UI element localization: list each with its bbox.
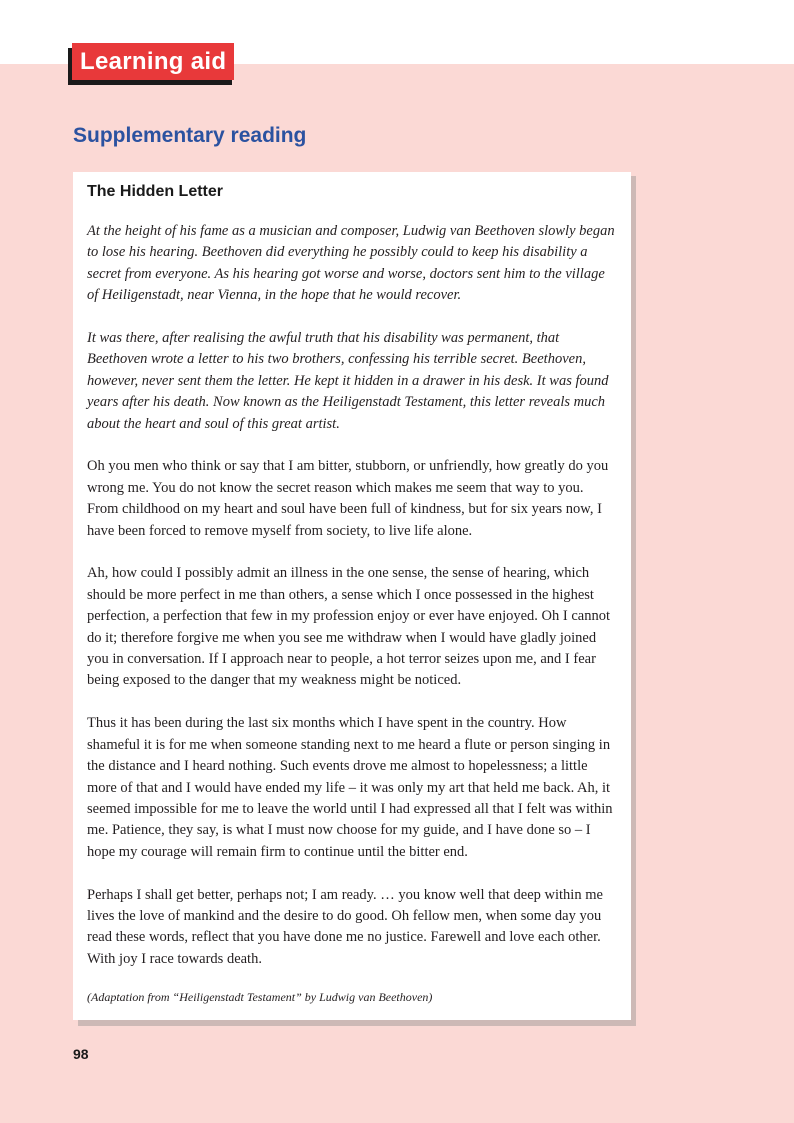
letter-paragraph: Ah, how could I possibly admit an illness in the one sense, the sense of hearing, which should be more perfect in me than others, a sense which I once possessed in the highest perfection, a perfection that few in my profession enjoy or ever have enjoyed. Oh I cannot do it; therefore forgive me when you see me withdraw when I would have gladly joined you in conversation. If I approach near to people, a hot terror seizes upon me, and I fear being exposed to the danger that my weakness might be noticed.: [87, 565, 611, 689]
letter-paragraph: Thus it has been during the last six months which I have spent in the country. How shameful it is for me when someone standing next to me heard a flute or person singing in the distance and I heard nothing. Such events drove me almost to hopelessness; a little more of that and I would have ended my life – it was only my art that held me back. Ah, it seemed impossible for me to leave the world until I had expressed all that I felt was within me. Patience, they say, is what I must now choose for my guide, and I have done so – I hope my courage will remain firm to continue until the bitter end.: [87, 715, 613, 860]
page-number: 98: [73, 1046, 89, 1062]
letter-paragraph: Perhaps I shall get better, perhaps not; I am ready. … you know well that deep within me lives the love of mankind and the desire to do good. Oh fellow men, when some day you read these words, reflect that you have done me no justice. Farewell and love each other. With joy I race towards death.: [87, 886, 603, 967]
source-citation: (Adaptation from “Heiligenstadt Testament” by Ludwig van Beethoven): [87, 989, 433, 1004]
section-title: Supplementary reading: [73, 124, 307, 147]
learning-aid-tag: Learning aid: [72, 43, 234, 80]
reading-box: [73, 172, 631, 1020]
intro-paragraph: It was there, after realising the awful truth that his disability was permanent, that Beethoven wrote a letter to his two brothers, confessing his terrible secret. Beethoven, however, never sent them the letter. He kept it hidden in a drawer in his desk. It was found years after his death. Now known as the Heiligenstadt Testament, this letter reveals much about the heart and soul of this great artist.: [87, 330, 609, 432]
intro-paragraph: At the height of his fame as a musician and composer, Ludwig van Beethoven slowly began to lose his hearing. Beethoven did everything he possibly could to keep his disability a secret from everyone. As his hearing got worse and worse, doctors sent him to the village of Heiligenstadt, near Vienna, in the hope that he would recover.: [87, 223, 615, 304]
letter-paragraph: Oh you men who think or say that I am bitter, stubborn, or unfriendly, how greatly do you wrong me. You do not know the secret reason which makes me seem that way to you. From childhood on my heart and soul have been full of kindness, but for six years now, I have been forced to remove myself from society, to live life alone.: [87, 458, 609, 539]
article-title: The Hidden Letter: [87, 183, 224, 200]
